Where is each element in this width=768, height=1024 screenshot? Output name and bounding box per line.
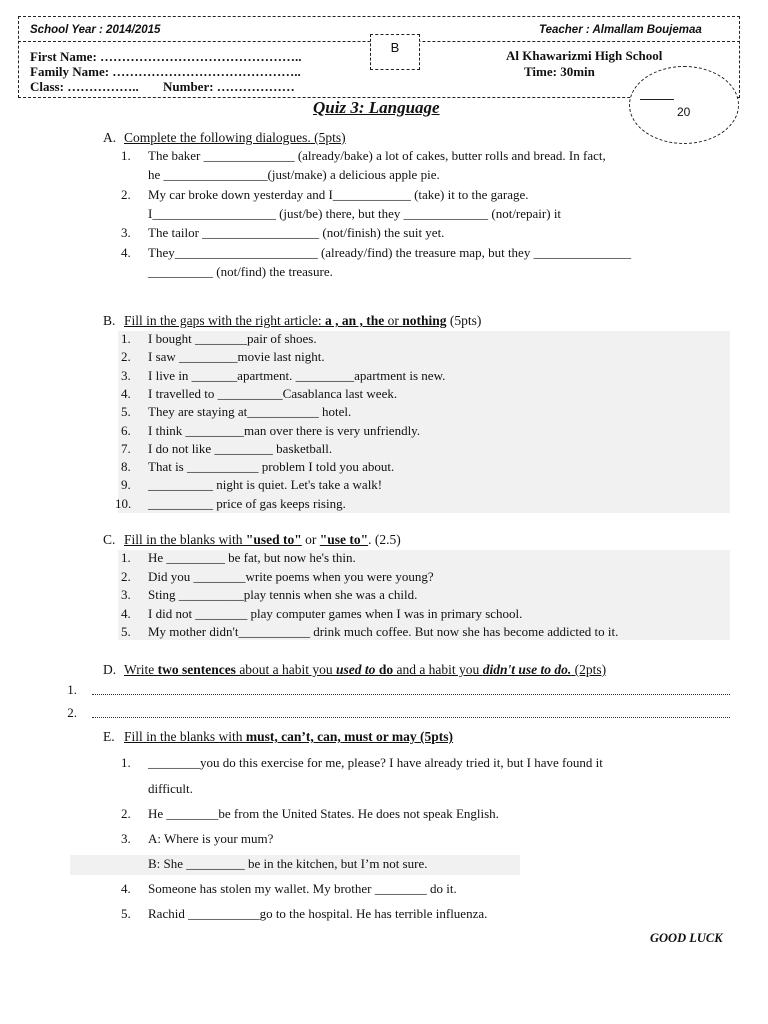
section-d-heading-points: (2pts) (571, 662, 607, 677)
section-e-item-number: 1. (121, 755, 131, 770)
section-c-item-text[interactable]: I did not ________ play computer games when I was in primary school. (148, 606, 523, 621)
section-d-heading-didnt-use-to: didn't use to do. (482, 662, 572, 677)
time-limit: Time: 30min (524, 64, 595, 79)
quiz-title: Quiz 3: Language (313, 98, 440, 117)
section-a-item-number: 4. (121, 245, 131, 260)
section-c-item-number: 1. (121, 550, 131, 565)
section-d-heading-two-sentences: two sentences (157, 662, 236, 677)
section-c-heading-use-to: "use to" (319, 532, 369, 547)
section-a-heading (124, 130, 346, 146)
section-b-item-text[interactable]: I saw _________movie last night. (148, 349, 325, 364)
section-b-letter: B. (103, 313, 116, 328)
answer-1-line[interactable] (92, 684, 730, 695)
section-e-item-text[interactable]: difficult. (148, 781, 193, 796)
section-e-item-text[interactable]: A: Where is your mum? (148, 831, 274, 846)
section-b-item-text[interactable]: I live in _______apartment. _________apartment is new. (148, 368, 446, 383)
section-c-heading-used-to: "used to" (245, 532, 302, 547)
section-b-item-number: 10. (115, 496, 132, 511)
section-b-item-text[interactable]: They are staying at___________ hotel. (148, 404, 352, 419)
section-c-item-number: 4. (121, 606, 131, 621)
section-e-heading (124, 729, 453, 745)
answer-1-number: 1. (67, 682, 77, 697)
section-c-item-text[interactable]: Sting __________play tennis when she was a child. (148, 587, 418, 602)
section-a-item-text[interactable]: My car broke down yesterday and I____________ (take) it to the garage. (148, 187, 529, 202)
section-a-item-text[interactable]: The tailor __________________ (not/finish) the suit yet. (148, 225, 445, 240)
family-name-field[interactable]: Family Name: …………………………………….. (30, 64, 301, 79)
section-a-item-text[interactable]: he ________________(just/make) a delicious apple pie. (148, 167, 440, 182)
section-d-heading-do: do (378, 662, 394, 677)
section-b-heading-pre: Fill in the gaps with the right article: (124, 313, 325, 328)
section-b-item-number: 2. (121, 349, 131, 364)
section-b-item-text[interactable]: __________ night is quiet. Let's take a walk! (148, 477, 383, 492)
section-d-heading-mid: about a habit you (235, 662, 337, 677)
first-name-field[interactable]: First Name: ……………………………………….. (30, 49, 302, 64)
section-c-heading (124, 532, 401, 548)
section-b-item-number: 7. (121, 441, 131, 456)
answer-2-line[interactable] (92, 707, 730, 718)
section-b-item-text[interactable]: I travelled to __________Casablanca last week. (148, 386, 398, 401)
section-a-item-text[interactable]: The baker ______________ (already/bake) a lot of cakes, butter rolls and bread. In fact, (148, 148, 606, 163)
section-b-heading-nothing: nothing (402, 313, 447, 328)
section-a-letter: A. (103, 130, 117, 145)
section-c-item-number: 3. (121, 587, 131, 602)
section-b-item-text[interactable]: That is ___________ problem I told you about. (148, 459, 395, 474)
section-c-heading-points: . (2.5) (368, 532, 401, 547)
section-d-heading-pre: Write (124, 662, 158, 677)
section-b-heading-points: (5pts) (446, 313, 482, 328)
class-field[interactable]: Class: …………….. (30, 79, 139, 94)
section-b-heading-mid: or (384, 313, 403, 328)
section-b-item-text[interactable]: __________ price of gas keeps rising. (148, 496, 346, 511)
section-a-heading-text: Complete the following dialogues. (5pts) (124, 130, 346, 145)
section-d-heading-used-to: used to (336, 662, 376, 677)
section-c-heading-pre: Fill in the blanks with (124, 532, 246, 547)
section-b-item-number: 3. (121, 368, 131, 383)
section-a-item-number: 3. (121, 225, 131, 240)
section-c-heading-mid: or (301, 532, 320, 547)
section-a-item-text[interactable]: I___________________ (just/be) there, but they _____________ (not/repair) it (148, 206, 562, 221)
section-e-heading-modals: must, can’t, can, must or may (5pts) (245, 729, 454, 744)
section-a-item-number: 2. (121, 187, 131, 202)
teacher: Teacher : Almallam Boujemaa (539, 24, 702, 36)
section-b-item-number: 6. (121, 423, 131, 438)
section-b-item-number: 5. (121, 404, 131, 419)
section-a-item-text[interactable]: They______________________ (already/find) the treasure map, but they _______________ (148, 245, 632, 260)
section-e-item-number: 4. (121, 881, 131, 896)
section-e-item-text[interactable]: He ________be from the United States. He does not speak English. (148, 806, 499, 821)
school-year: School Year : 2014/2015 (30, 24, 161, 36)
section-c-item-number: 5. (121, 624, 131, 639)
section-c-item-text[interactable]: He _________ be fat, but now he's thin. (148, 550, 356, 565)
section-b-item-text[interactable]: I bought ________pair of shoes. (148, 331, 317, 346)
good-luck: GOOD LUCK (650, 931, 723, 945)
section-a-item-text[interactable]: __________ (not/find) the treasure. (148, 264, 333, 279)
section-e-item-number: 5. (121, 906, 131, 921)
section-b-item-number: 1. (121, 331, 131, 346)
section-e-letter: E. (103, 729, 115, 744)
section-e-item-text[interactable]: Someone has stolen my wallet. My brother ________ do it. (148, 881, 457, 896)
answer-2-number: 2. (67, 705, 77, 720)
section-b-heading (124, 313, 481, 329)
section-d-letter: D. (103, 662, 117, 677)
section-d-heading (124, 662, 606, 678)
section-b-item-number: 4. (121, 386, 131, 401)
score-total: 20 (677, 105, 691, 119)
section-b-item-text[interactable]: I think _________man over there is very unfriendly. (148, 423, 421, 438)
section-d-heading-mid2: and a habit you (393, 662, 483, 677)
number-field[interactable]: Number: ……………… (163, 79, 295, 94)
version-box (370, 34, 420, 70)
section-e-item-text[interactable]: B: She _________ be in the kitchen, but I’m not sure. (148, 856, 428, 871)
section-e-item-number: 3. (121, 831, 131, 846)
school-name: Al Khawarizmi High School (506, 48, 663, 63)
section-c-item-text[interactable]: My mother didn't___________ drink much coffee. But now she has become addicted to it. (148, 624, 619, 639)
section-e-item-text[interactable]: ________you do this exercise for me, please? I have already tried it, but I have found it (148, 755, 603, 770)
section-e-item-text[interactable]: Rachid ___________go to the hospital. He has terrible influenza. (148, 906, 488, 921)
section-e-item-number: 2. (121, 806, 131, 821)
section-b-heading-articles: a , an , the (324, 313, 385, 328)
score-blank (640, 99, 674, 100)
section-c-letter: C. (103, 532, 116, 547)
section-e-heading-pre: Fill in the blanks with (124, 729, 246, 744)
version-letter: B (390, 40, 400, 55)
section-b-item-text[interactable]: I do not like _________ basketball. (148, 441, 333, 456)
section-b-item-number: 8. (121, 459, 131, 474)
section-a-item-number: 1. (121, 148, 131, 163)
section-c-item-number: 2. (121, 569, 131, 584)
section-c-item-text[interactable]: Did you ________write poems when you were young? (148, 569, 434, 584)
section-b-item-number: 9. (121, 477, 131, 492)
